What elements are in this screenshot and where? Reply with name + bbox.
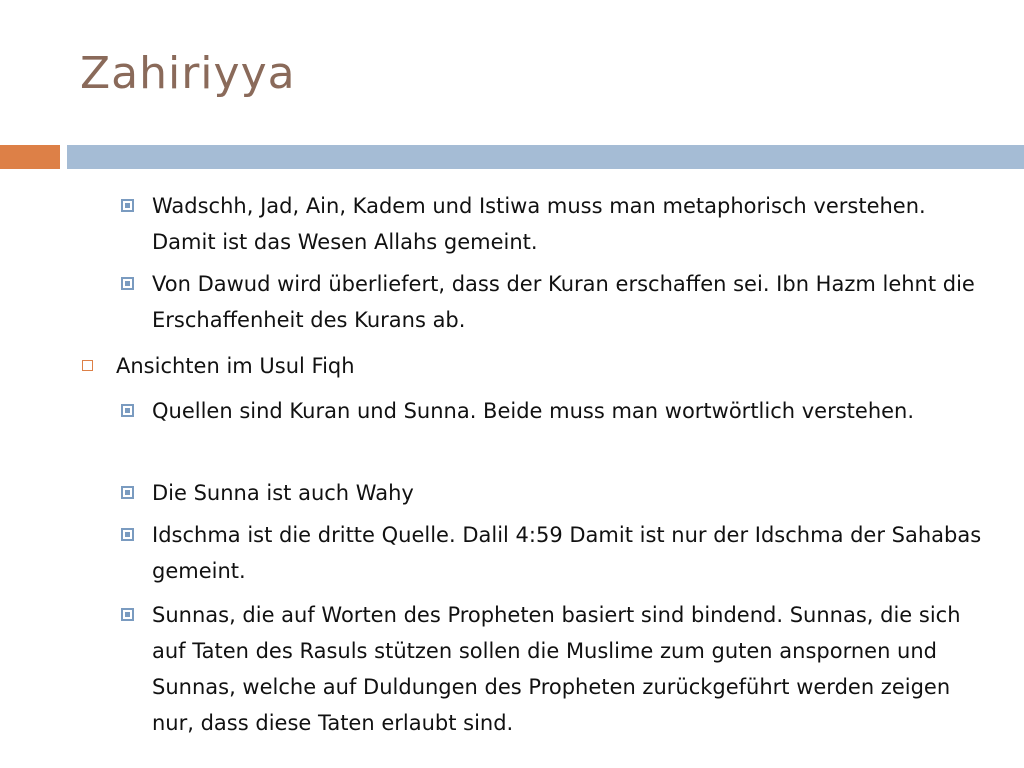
bullet-item-quellen bbox=[152, 393, 982, 429]
square-bullet-icon bbox=[121, 277, 134, 290]
bullet-text: Quellen sind Kuran und Sunna. Beide muss man wortwörtlich verstehen. bbox=[152, 399, 915, 423]
square-bullet-icon bbox=[121, 608, 134, 621]
bullet-text: Sunnas, die auf Worten des Propheten basiert sind bindend. Sunnas, die sich auf Taten des Rasuls stützen sollen die Muslime zum guten anspornen und Sunnas, welche auf Duldungen des Propheten zurückgeführt werden zeigen nur, dass diese Taten erlaubt sind. bbox=[152, 603, 961, 735]
bullet-text: Von Dawud wird überliefert, dass der Kuran erschaffen sei. Ibn Hazm lehnt die Erschaffenheit des Kurans ab. bbox=[152, 272, 975, 332]
hollow-square-bullet-icon bbox=[82, 360, 93, 371]
bullet-text: Ansichten im Usul Fiqh bbox=[116, 354, 355, 378]
slide-title: Zahiriyya bbox=[80, 48, 296, 99]
square-bullet-icon bbox=[121, 199, 134, 212]
bullet-text: Idschma ist die dritte Quelle. Dalil 4:59 Damit ist nur der Idschma der Sahabas gemeint. bbox=[152, 523, 982, 583]
bullet-text: Die Sunna ist auch Wahy bbox=[152, 481, 414, 505]
square-bullet-icon bbox=[121, 486, 134, 499]
bullet-item-dawud bbox=[152, 266, 982, 338]
bullet-item-usul-fiqh bbox=[116, 348, 976, 384]
bullet-item-sunnas bbox=[152, 597, 982, 741]
bullet-text: Wadschh, Jad, Ain, Kadem und Istiwa muss man metaphorisch verstehen. Damit ist das Wesen Allahs gemeint. bbox=[152, 194, 926, 254]
bullet-item-idschma bbox=[152, 517, 982, 589]
bullet-item-wadschh bbox=[152, 188, 982, 260]
square-bullet-icon bbox=[121, 528, 134, 541]
title-divider-bar bbox=[67, 145, 1024, 169]
title-accent-bar bbox=[0, 145, 60, 169]
square-bullet-icon bbox=[121, 404, 134, 417]
bullet-item-sunna-wahy bbox=[152, 475, 982, 511]
